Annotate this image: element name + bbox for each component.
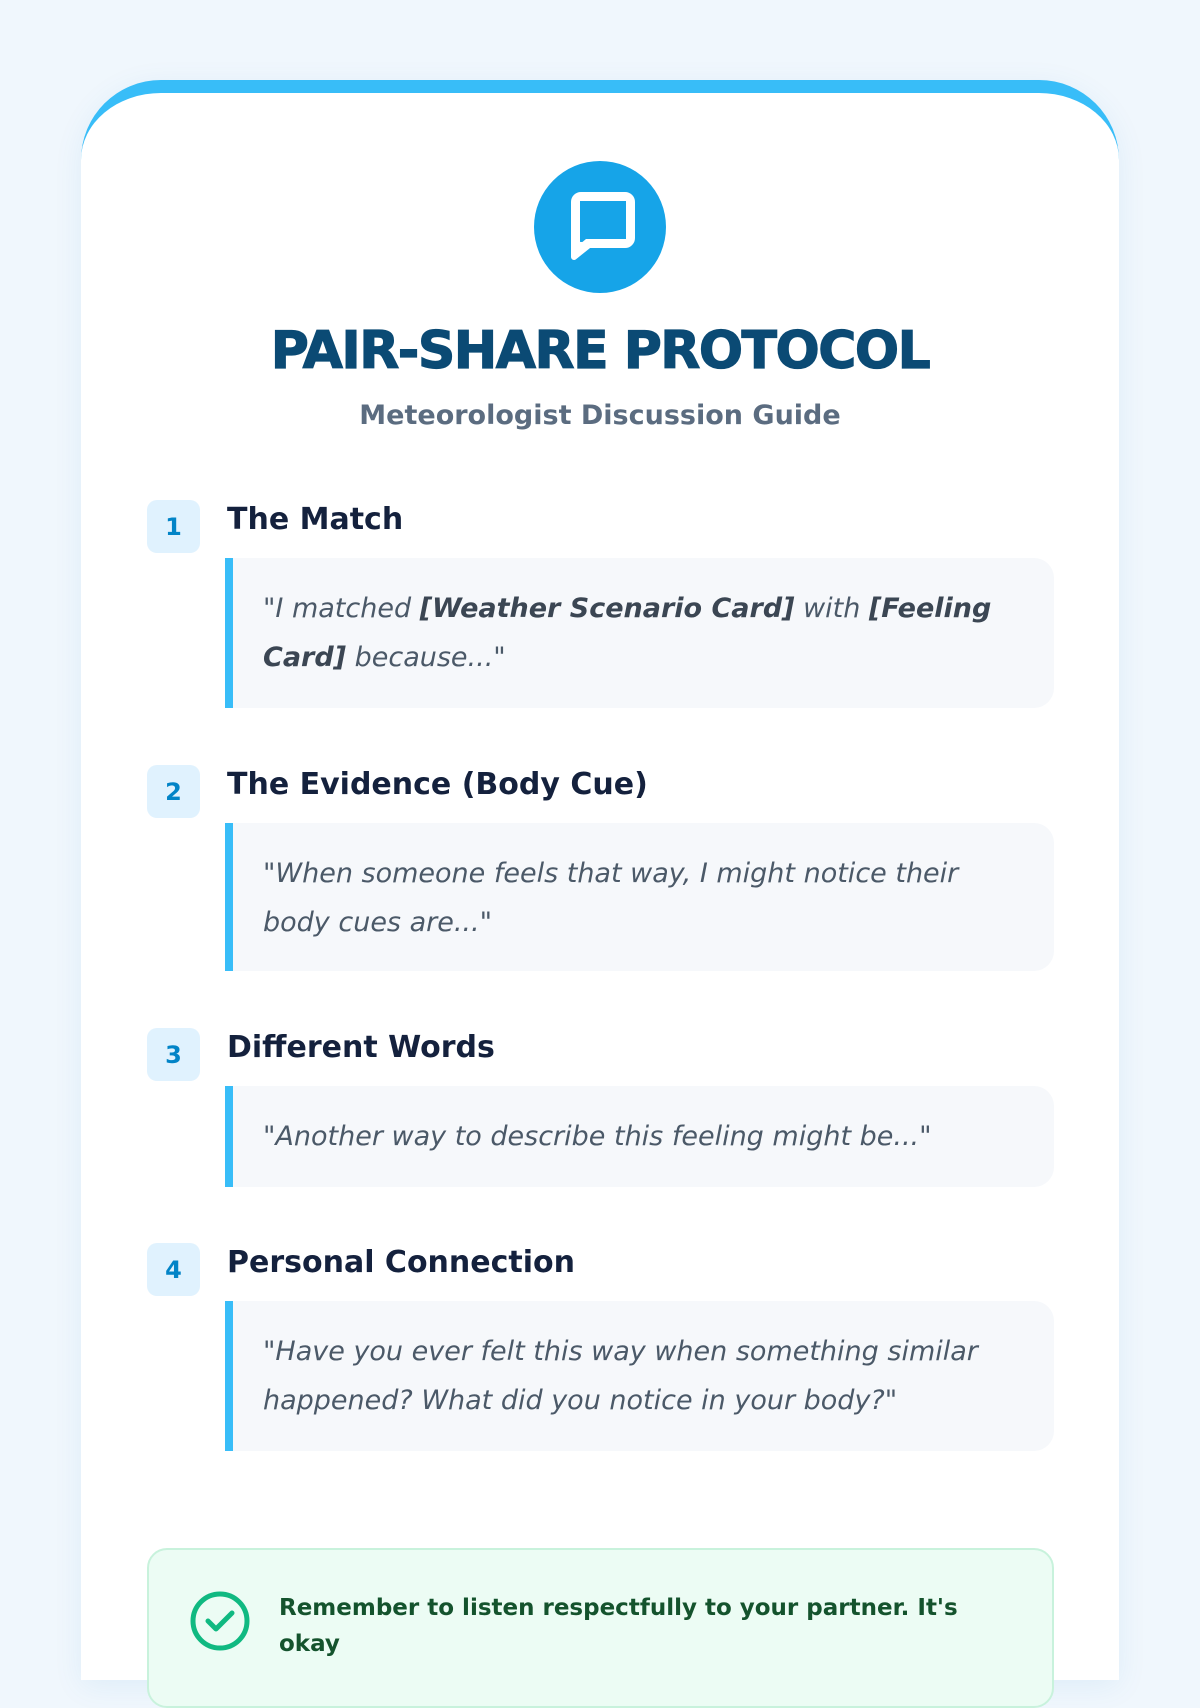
- prompt-box: [225, 823, 1054, 971]
- chat-bubble-icon: [534, 161, 666, 293]
- page-subtitle: Meteorologist Discussion Guide: [359, 400, 841, 431]
- prompt-text: "Have you ever felt this way when something similar happened? What did you notice in your body?": [263, 1336, 978, 1416]
- check-circle-icon: [189, 1590, 251, 1652]
- step-heading: The Match: [227, 502, 404, 537]
- step-number: 4: [147, 1243, 200, 1296]
- prompt-box: [225, 1086, 1054, 1187]
- step-heading: Personal Connection: [227, 1245, 575, 1280]
- page-title: PAIR-SHARE PROTOCOL: [270, 321, 930, 381]
- prompt-box: [225, 558, 1054, 708]
- prompt-placeholder: [Feeling Card]: [263, 593, 992, 673]
- step-heading: Different Words: [227, 1030, 495, 1065]
- step-heading: The Evidence (Body Cue): [227, 767, 648, 802]
- prompt-box: [225, 1301, 1054, 1451]
- reminder-note: [147, 1548, 1054, 1708]
- prompt-text: because...": [346, 642, 506, 673]
- protocol-card: [81, 80, 1119, 1680]
- prompt-text: "Another way to describe this feeling might be...": [263, 1121, 932, 1152]
- prompt-text: with: [794, 593, 869, 624]
- prompt-text: "When someone feels that way, I might notice their body cues are...": [263, 858, 959, 938]
- step-number: 2: [147, 765, 200, 818]
- step-number: 1: [147, 500, 200, 553]
- reminder-text: Remember to listen respectfully to your partner. It's okay: [279, 1595, 958, 1657]
- prompt-text: "I matched: [263, 593, 420, 624]
- step-number: 3: [147, 1028, 200, 1081]
- prompt-placeholder: [Weather Scenario Card]: [419, 593, 795, 624]
